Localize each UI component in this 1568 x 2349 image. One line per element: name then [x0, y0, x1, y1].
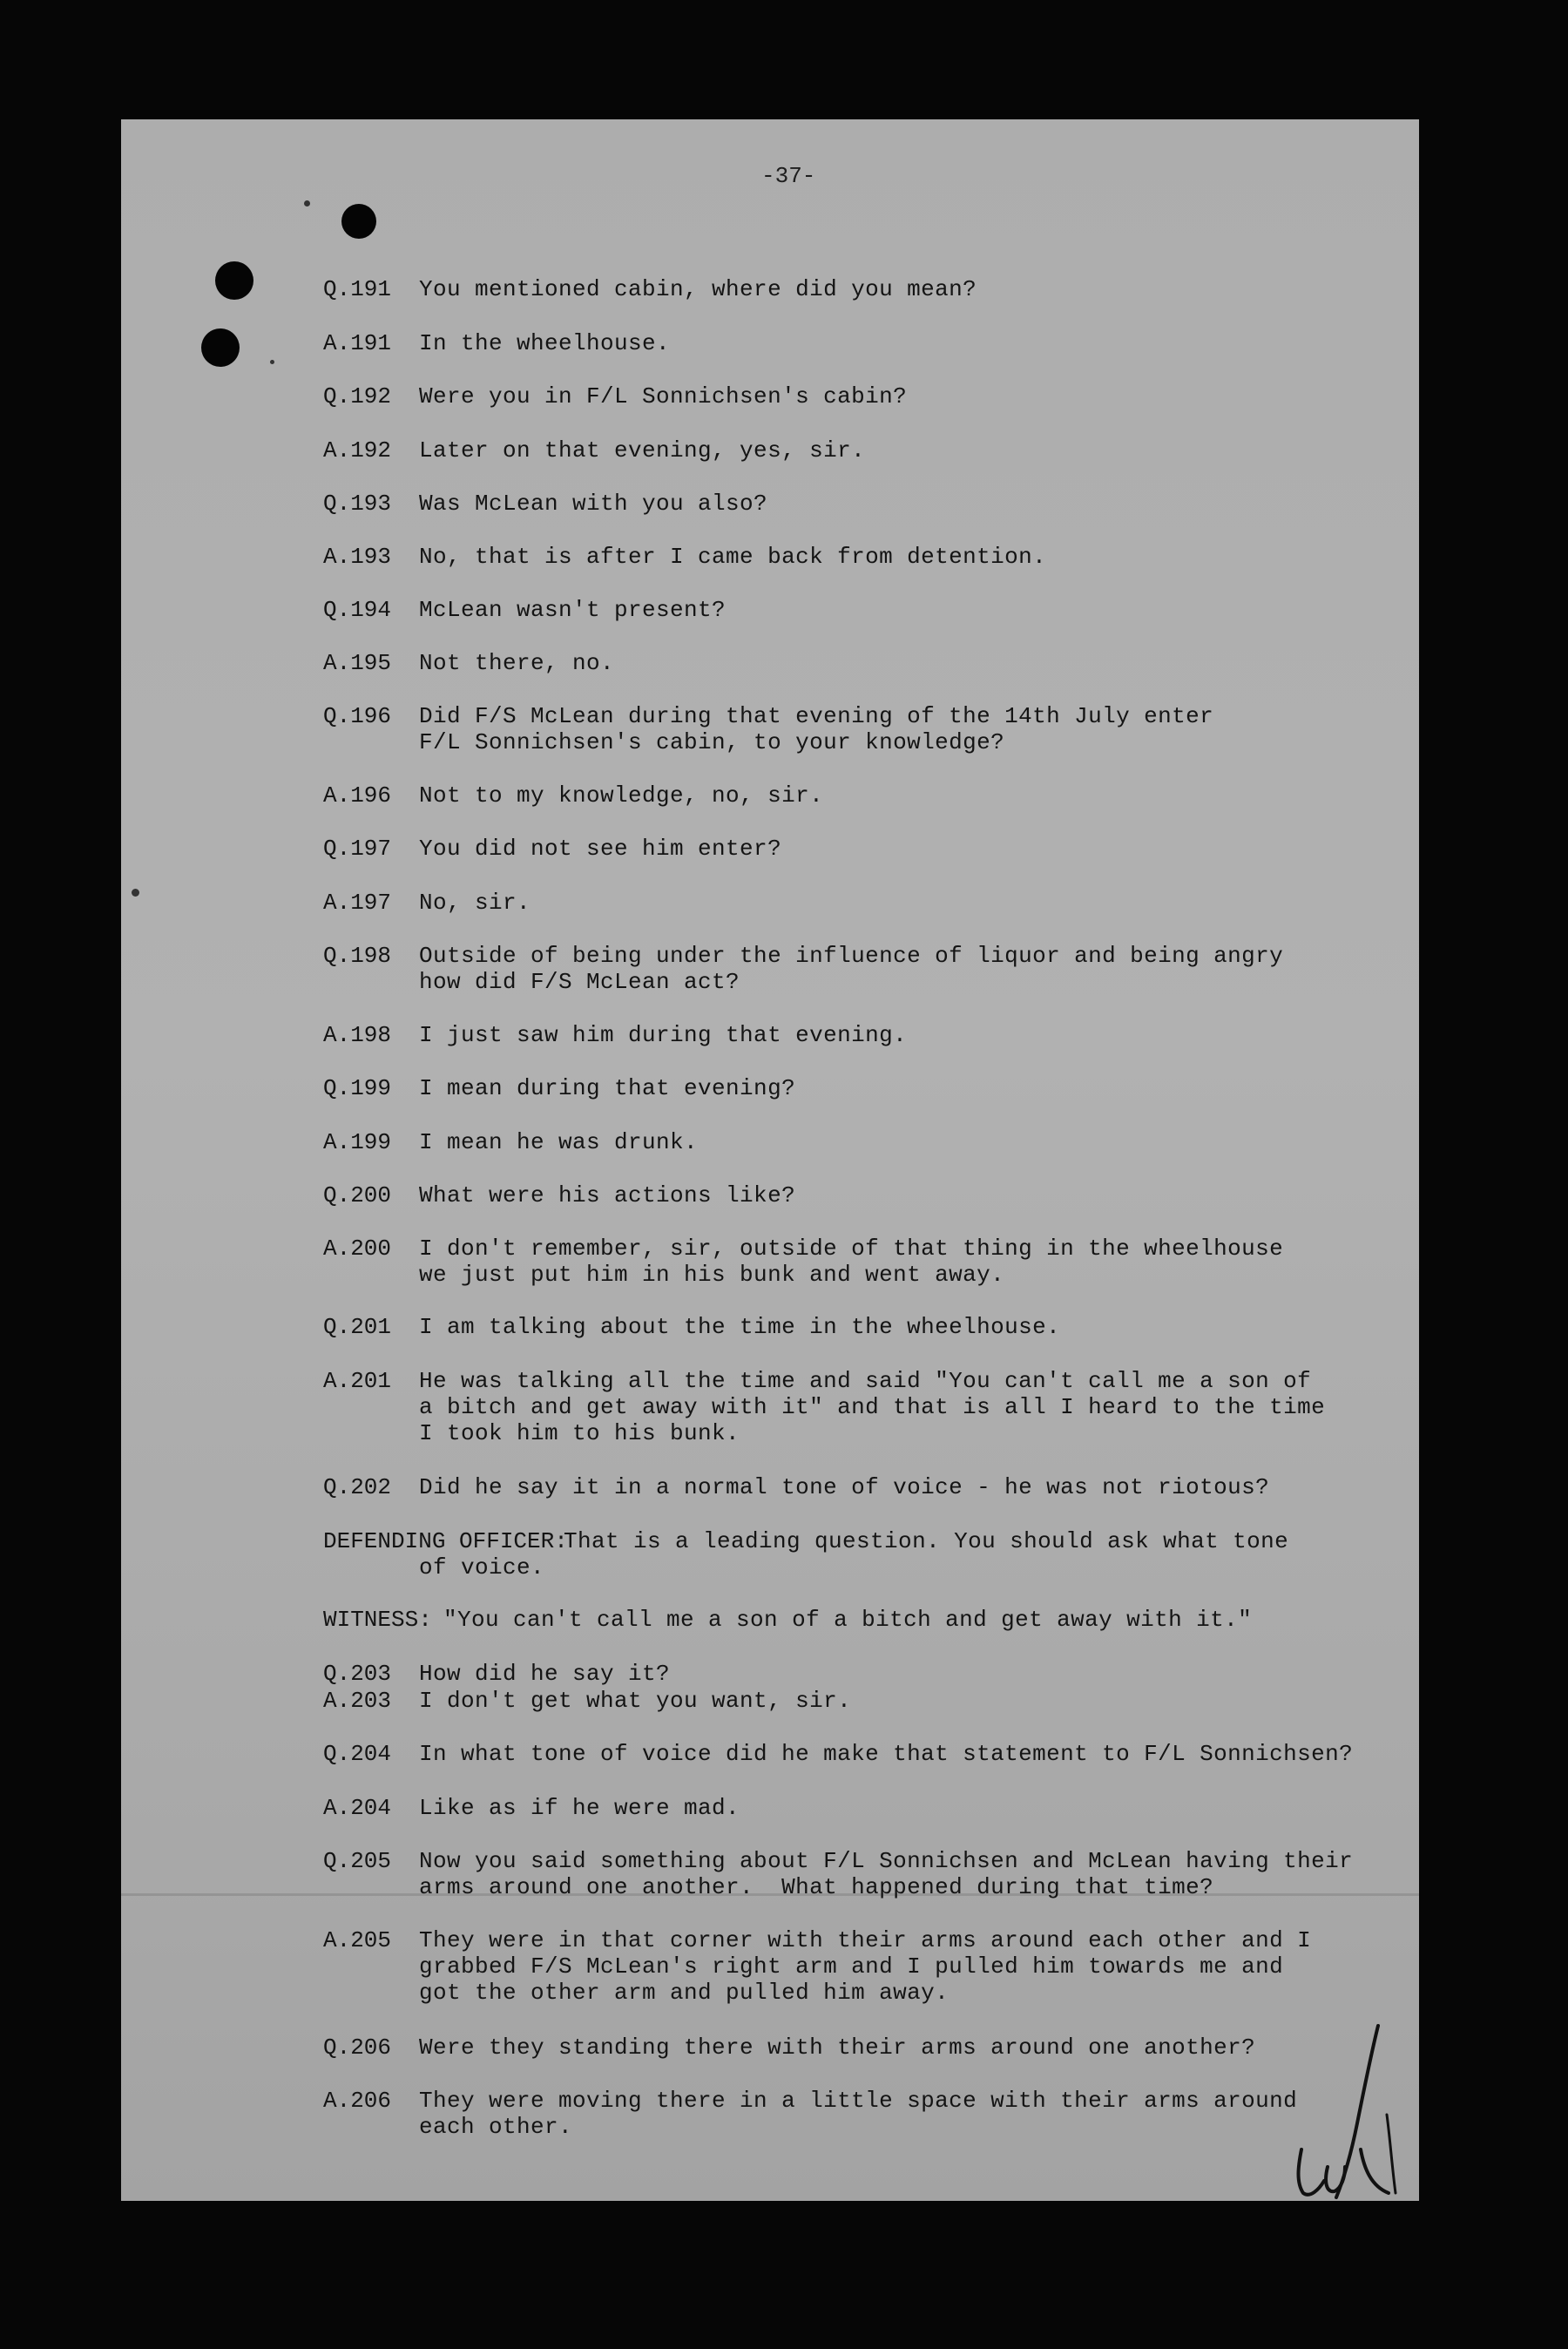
entry-text-line: got the other arm and pulled him away.	[419, 1980, 950, 2006]
entry-text-line: I took him to his bunk.	[419, 1420, 740, 1446]
entry-label: Q.201	[323, 1314, 392, 1340]
entry-text-line: of voice.	[419, 1554, 545, 1581]
entry-label: Q.202	[323, 1474, 392, 1500]
entry-label: Q.197	[323, 836, 392, 862]
ink-speck	[132, 889, 139, 897]
entry-text-line: Like as if he were mad.	[419, 1795, 740, 1821]
entry-label: A.191	[323, 330, 392, 356]
entry-label: Q.196	[323, 703, 392, 729]
punch-hole-top	[341, 204, 376, 239]
entry-label: A.199	[323, 1129, 392, 1155]
entry-text-line: we just put him in his bunk and went away.	[419, 1262, 1005, 1288]
entry-label: A.201	[323, 1368, 392, 1394]
entry-label: Q.193	[323, 491, 392, 517]
entry-text-line: What were his actions like?	[419, 1182, 796, 1208]
entry-text-line: Outside of being under the influence of liquor and being angry	[419, 943, 1284, 969]
entry-label: Q.206	[323, 2034, 392, 2061]
ink-speck	[304, 200, 310, 206]
entry-label: A.198	[323, 1022, 392, 1048]
entry-text-line: No, that is after I came back from detention.	[419, 544, 1047, 570]
entry-label: Q.198	[323, 943, 392, 969]
entry-text-line: McLean wasn't present?	[419, 597, 727, 623]
entry-label: A.204	[323, 1795, 392, 1821]
entry-label: Q.204	[323, 1741, 392, 1767]
entry-text-line: You mentioned cabin, where did you mean?	[419, 276, 977, 302]
entry-label: A.203	[323, 1688, 392, 1714]
entry-text-line: I don't remember, sir, outside of that thing in the wheelhouse	[419, 1235, 1284, 1262]
entry-text-line: They were moving there in a little space with their arms around	[419, 2088, 1298, 2114]
entry-text-line: You did not see him enter?	[419, 836, 782, 862]
entry-text-line: Were you in F/L Sonnichsen's cabin?	[419, 383, 908, 410]
entry-label: DEFENDING OFFICER:	[323, 1528, 568, 1554]
entry-text-line: In what tone of voice did he make that statement to F/L Sonnichsen?	[419, 1741, 1354, 1767]
entry-text-line: Later on that evening, yes, sir.	[419, 437, 866, 464]
entry-text-line: They were in that corner with their arms around each other and I	[419, 1927, 1312, 1953]
document-page	[121, 119, 1419, 2201]
entry-text-line: Did he say it in a normal tone of voice - he was not riotous?	[419, 1474, 1270, 1500]
entry-label: Q.205	[323, 1848, 392, 1874]
entry-label: Q.191	[323, 276, 392, 302]
entry-text-line: I don't get what you want, sir.	[419, 1688, 852, 1714]
entry-text-line: I mean during that evening?	[419, 1075, 796, 1101]
entry-text-line: arms around one another. What happened during that time?	[419, 1874, 1214, 1900]
entry-text-line: He was talking all the time and said "You can't call me a son of	[419, 1368, 1312, 1394]
entry-label: A.196	[323, 782, 392, 809]
entry-text-line: "You can't call me a son of a bitch and get away with it."	[443, 1607, 1253, 1633]
entry-label: Q.200	[323, 1182, 392, 1208]
entry-text-line: I just saw him during that evening.	[419, 1022, 908, 1048]
ink-speck	[270, 360, 274, 364]
entry-label: A.192	[323, 437, 392, 464]
entry-text-line: In the wheelhouse.	[419, 330, 671, 356]
entry-text-line: how did F/S McLean act?	[419, 969, 740, 995]
entry-text-line: How did he say it?	[419, 1661, 671, 1687]
entry-label: A.195	[323, 650, 392, 676]
entry-label: A.206	[323, 2088, 392, 2114]
entry-label: Q.203	[323, 1661, 392, 1687]
entry-label: Q.194	[323, 597, 392, 623]
handwritten-initials	[1284, 2019, 1415, 2201]
entry-label: WITNESS:	[323, 1607, 432, 1633]
entry-label: A.205	[323, 1927, 392, 1953]
entry-text-line: That is a leading question. You should ask what tone	[564, 1528, 1289, 1554]
entry-text-line: I mean he was drunk.	[419, 1129, 699, 1155]
entry-label: A.193	[323, 544, 392, 570]
entry-label: A.200	[323, 1235, 392, 1262]
entry-text-line: grabbed F/S McLean's right arm and I pulled him towards me and	[419, 1953, 1284, 1980]
punch-hole-bottom	[201, 328, 240, 367]
entry-label: Q.192	[323, 383, 392, 410]
entry-text-line: Did F/S McLean during that evening of the 14th July enter	[419, 703, 1214, 729]
page-number: -37-	[761, 163, 816, 189]
entry-text-line: Not there, no.	[419, 650, 615, 676]
entry-text-line: No, sir.	[419, 890, 531, 916]
entry-label: Q.199	[323, 1075, 392, 1101]
entry-text-line: a bitch and get away with it" and that is all I heard to the time	[419, 1394, 1326, 1420]
entry-text-line: F/L Sonnichsen's cabin, to your knowledge?	[419, 729, 1005, 755]
entry-text-line: Not to my knowledge, no, sir.	[419, 782, 824, 809]
entry-text-line: I am talking about the time in the wheelhouse.	[419, 1314, 1061, 1340]
punch-hole-middle	[215, 261, 253, 300]
entry-text-line: Now you said something about F/L Sonnichsen and McLean having their	[419, 1848, 1354, 1874]
entry-text-line: each other.	[419, 2114, 573, 2140]
entry-label: A.197	[323, 890, 392, 916]
entry-text-line: Was McLean with you also?	[419, 491, 768, 517]
entry-text-line: Were they standing there with their arms around one another?	[419, 2034, 1256, 2061]
